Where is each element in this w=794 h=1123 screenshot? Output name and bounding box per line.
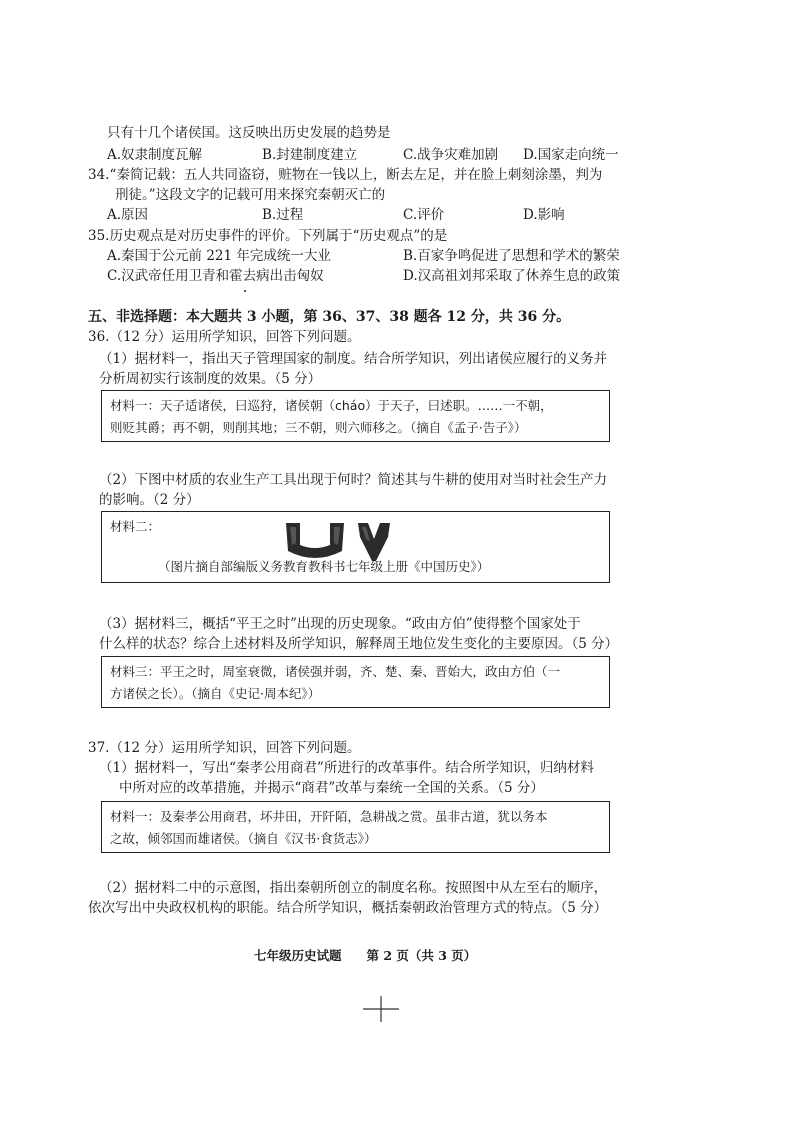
q37-sub1-line1: （1）据材料一，写出“秦孝公用商君”所进行的改革事件。结合所学知识，归纳材料 [99, 760, 594, 776]
q33-option-a: A.奴隶制度瓦解 [107, 147, 203, 163]
q35-option-c: C.汉武帝任用卫青和霍去病出击匈奴 [107, 268, 324, 284]
q36-sub2-line2: 的影响。（2 分） [99, 492, 200, 508]
q35-option-a: A.秦国于公元前 221 年完成统一大业 [107, 248, 331, 264]
q37-sub2-line1: （2）据材料二中的示意图，指出秦朝所创立的制度名称。按照图中从左至右的顺序， [99, 880, 608, 896]
q37-sub1-line2: 中所对应的改革措施，并揭示“商君”改革与秦统一全国的关系。（5 分） [119, 780, 544, 796]
page-footer: 七年级历史试题 第 2 页（共 3 页） [254, 948, 477, 963]
q34-option-a: A.原因 [107, 207, 149, 223]
q37-material1-box [101, 801, 610, 853]
q34-stem-line2: 刑徒。”这段文字的记载可用来探究秦朝灭亡的 [115, 187, 386, 203]
q34-option-c: C.评价 [403, 207, 445, 223]
q35-stem: 35.历史观点是对历史事件的评价。下列属于“历史观点”的是 [88, 228, 448, 244]
q37-material1-line1: 材料一：及秦孝公用商君，坏井田，开阡陌，急耕战之赏。虽非古道，犹以务本 [110, 809, 548, 824]
q37-stem: 37.（12 分）运用所学知识，回答下列问题。 [88, 740, 361, 756]
q36-material2-box [101, 511, 610, 583]
q36-material3-line1: 材料三：平王之时，周室衰微，诸侯强并弱，齐、楚、秦、晋始大，政由方伯（一 [110, 664, 561, 679]
q36-sub2-line1: （2）下图中材质的农业生产工具出现于何时？简述其与牛耕的使用对当时社会生产力 [99, 472, 608, 488]
q37-material1-line2: 之故，倾邻国而雄诸侯。（摘自《汉书·食货志》） [110, 831, 377, 846]
q36-sub1-line1: （1）据材料一，指出天子管理国家的制度。结合所学知识，列出诸侯应履行的义务并 [99, 351, 608, 367]
q37-sub2-line2: 依次写出中央政权机构的职能。结合所学知识，概括秦朝政治管理方式的特点。（5 分） [88, 900, 608, 916]
section-5-heading: 五、非选择题：本大题共 3 小题，第 36、37、38 题各 12 分，共 36 分。 [88, 309, 571, 325]
q36-material2-caption: （图片摘自部编版义务教育教科书七年级上册《中国历史》） [158, 559, 490, 574]
scan-speck [244, 290, 246, 292]
q33-option-b: B.封建制度建立 [262, 147, 358, 163]
q36-material1-box [101, 390, 610, 442]
q36-material3-box [101, 656, 610, 708]
q35-option-b: B.百家争鸣促进了思想和学术的繁荣 [403, 248, 620, 264]
q36-sub3-line2: 什么样的状态？综合上述材料及所学知识，解释周王地位发生变化的主要原因。（5 分） [99, 636, 619, 652]
q34-option-b: B.过程 [262, 207, 304, 223]
q33-option-d: D.国家走向统一 [523, 147, 619, 163]
q34-option-d: D.影响 [523, 207, 565, 223]
q36-stem: 36.（12 分）运用所学知识，回答下列问题。 [88, 329, 361, 345]
crop-mark-icon [361, 996, 401, 1026]
q33-option-c: C.战争灾难加剧 [403, 147, 499, 163]
q33-stem: 只有十几个诸侯国。这反映出历史发展的趋势是 [107, 125, 391, 141]
q35-option-d: D.汉高祖刘邦采取了休养生息的政策 [403, 268, 621, 284]
q36-sub1-line2: 分析周初实行该制度的效果。（5 分） [99, 371, 322, 387]
q36-material2-label: 材料二： [110, 519, 161, 534]
q36-material1-line1: 材料一：天子适诸侯，曰巡狩，诸侯朝（cháo）于天子，曰述职。……一不朝， [110, 398, 553, 413]
q36-material3-line2: 方诸侯之长）。（摘自《史记·周本纪》） [110, 686, 321, 701]
q36-material1-line2: 则贬其爵；再不朝，则削其地；三不朝，则六师移之。（摘自《孟子·告子》） [110, 420, 527, 435]
q34-stem-line1: 34.“秦简记载：五人共同盗窃，赃物在一钱以上，断去左足，并在脸上刺刻涂墨，判为 [88, 167, 603, 183]
q36-sub3-line1: （3）据材料三，概括“平王之时”出现的历史现象。“政由方伯”使得整个国家处于 [99, 616, 581, 632]
